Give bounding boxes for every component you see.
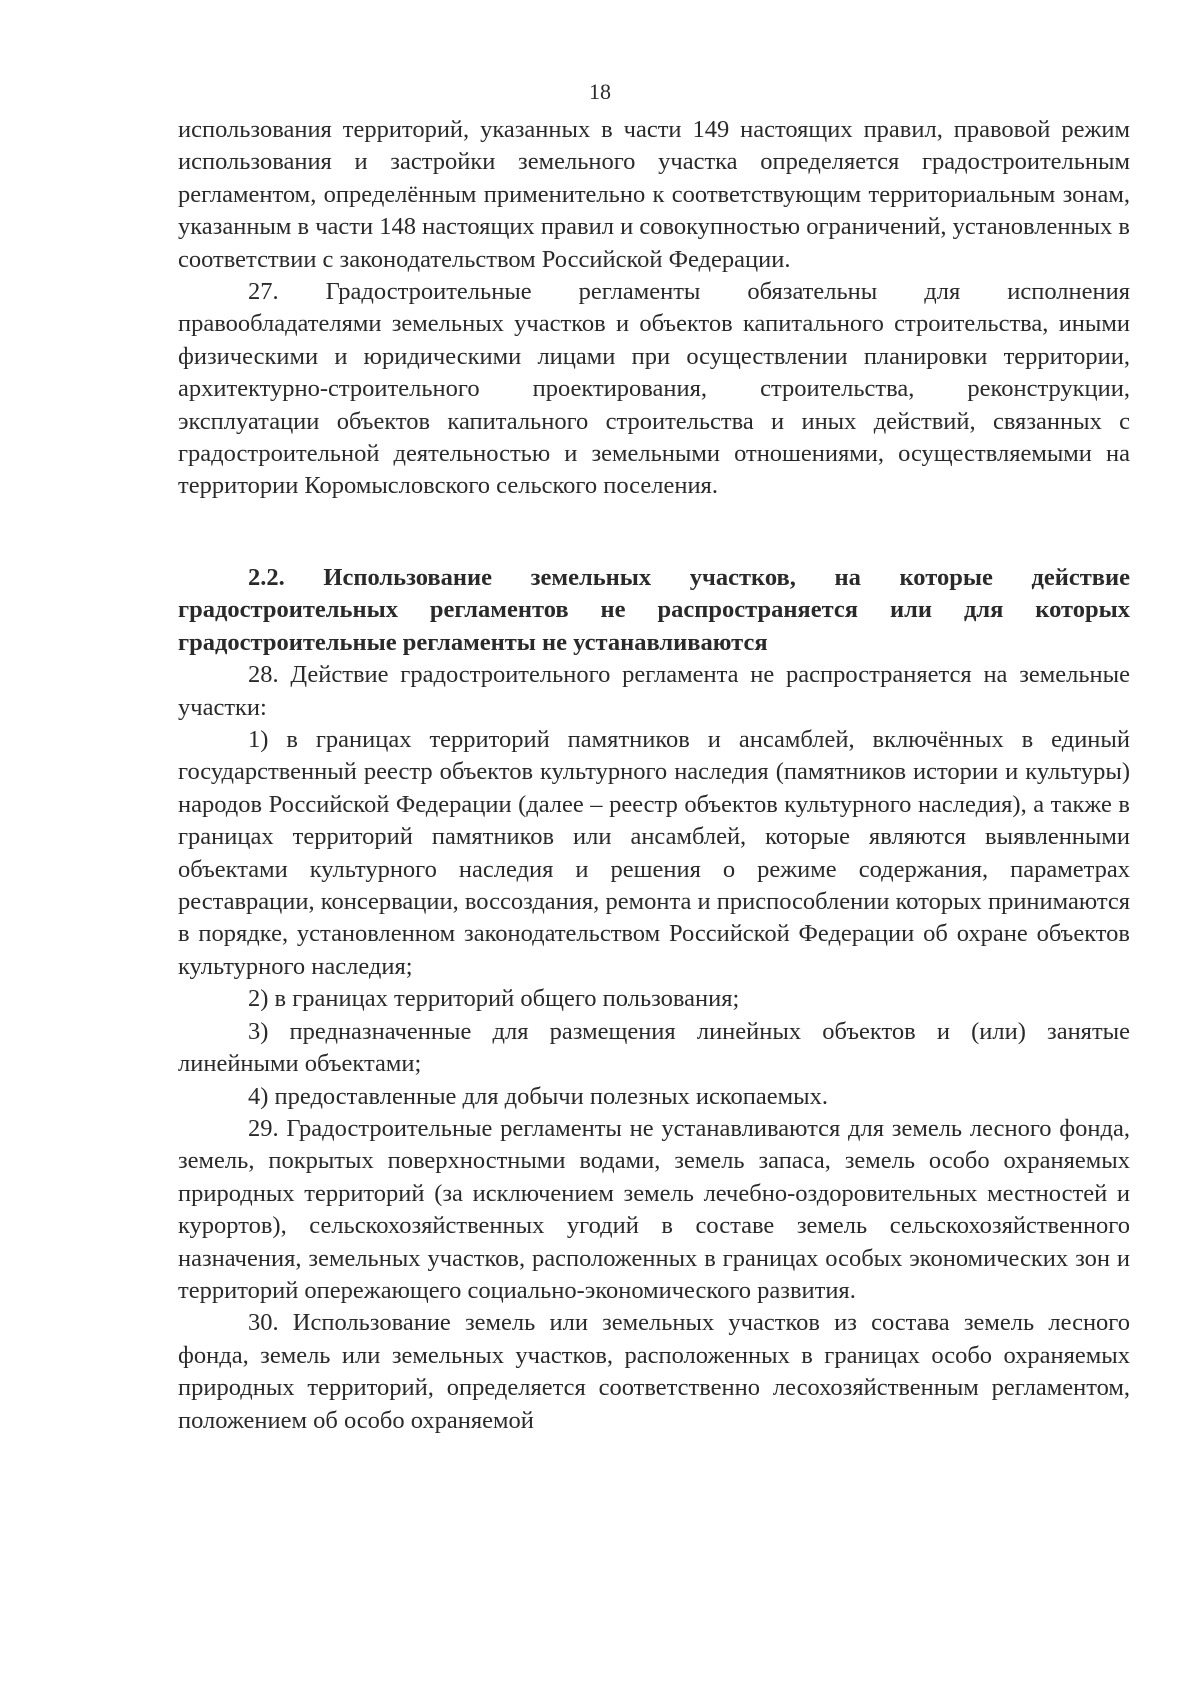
paragraph-30: 30. Использование земель или земельных участков из состава земель лесного фонда, земель или земельных участков, расположенных в границах особо охраняемых природных территорий, определяется соответственно лесохозяйственным регламентом, положением об особо охраняемой — [178, 1309, 1130, 1434]
list-item-1: 1) в границах территорий памятников и ансамблей, включённых в единый государственный реестр объектов культурного наследия (памятников истории и культуры) народов Российской Федерации (далее – реестр объектов культурного наследия), а также в границах территорий памятников или ансамблей, которые являются выявленными объектами культурного наследия и решения о режиме содержания, параметрах реставрации, консервации, воссоздания, ремонта и приспособлении которых принимаются в порядке, установленном законодательством Российской Федерации об охране объектов культурного наследия; — [178, 726, 1130, 980]
paragraph-27: 27. Градостроительные регламенты обязательны для исполнения правообладателями земельных участков и объектов капитального строительства, иными физическими и юридическими лицами при осуществлении планировки территории, архитектурно-строительного проектирования, строительства, реконструкции, эксплуатации объектов капитального строительства и иных действий, связанных с градостроительной деятельностью и земельными отношениями, осуществляемыми на территории Коромысловского сельского поселения. — [178, 278, 1130, 500]
text-block-top — [178, 114, 1130, 503]
list-item-3: 3) предназначенные для размещения линейных объектов и (или) занятые линейными объектами; — [178, 1017, 1130, 1078]
list-item-2: 2) в границах территорий общего пользования; — [248, 985, 740, 1013]
page-number: 18 — [589, 79, 611, 104]
section-heading: 2.2. Использование земельных участков, на которые действие градостроительных регламентов не распространяется или для которых градостроительные регламенты не устанавливаются — [178, 564, 1130, 656]
paragraph-28: 28. Действие градостроительного регламента не распространяется на земельные участки: — [178, 661, 1130, 721]
text-block-section — [178, 562, 1130, 1437]
list-item-4: 4) предоставленные для добычи полезных ископаемых. — [248, 1082, 828, 1110]
paragraph-29: 29. Градостроительные регламенты не устанавливаются для земель лесного фонда, земель, покрытых поверхностными водами, земель запаса, земель особо охраняемых природных территорий (за исключением земель лечебно-оздоровительных местностей и курортов), сельскохозяйственных угодий в составе земель сельскохозяйственного назначения, земельных участков, расположенных в границах особых экономических зон и территорий опережающего социально-экономического развития. — [178, 1114, 1130, 1304]
paragraph-continuation: использования территорий, указанных в части 149 настоящих правил, правовой режим использования и застройки земельного участка определяется градостроительным регламентом, определённым применительно к соответствующим территориальным зонам, указанным в части 148 настоящих правил и совокупностью ограничений, установленных в соответствии с законодательством Российской Федерации. — [178, 116, 1130, 273]
